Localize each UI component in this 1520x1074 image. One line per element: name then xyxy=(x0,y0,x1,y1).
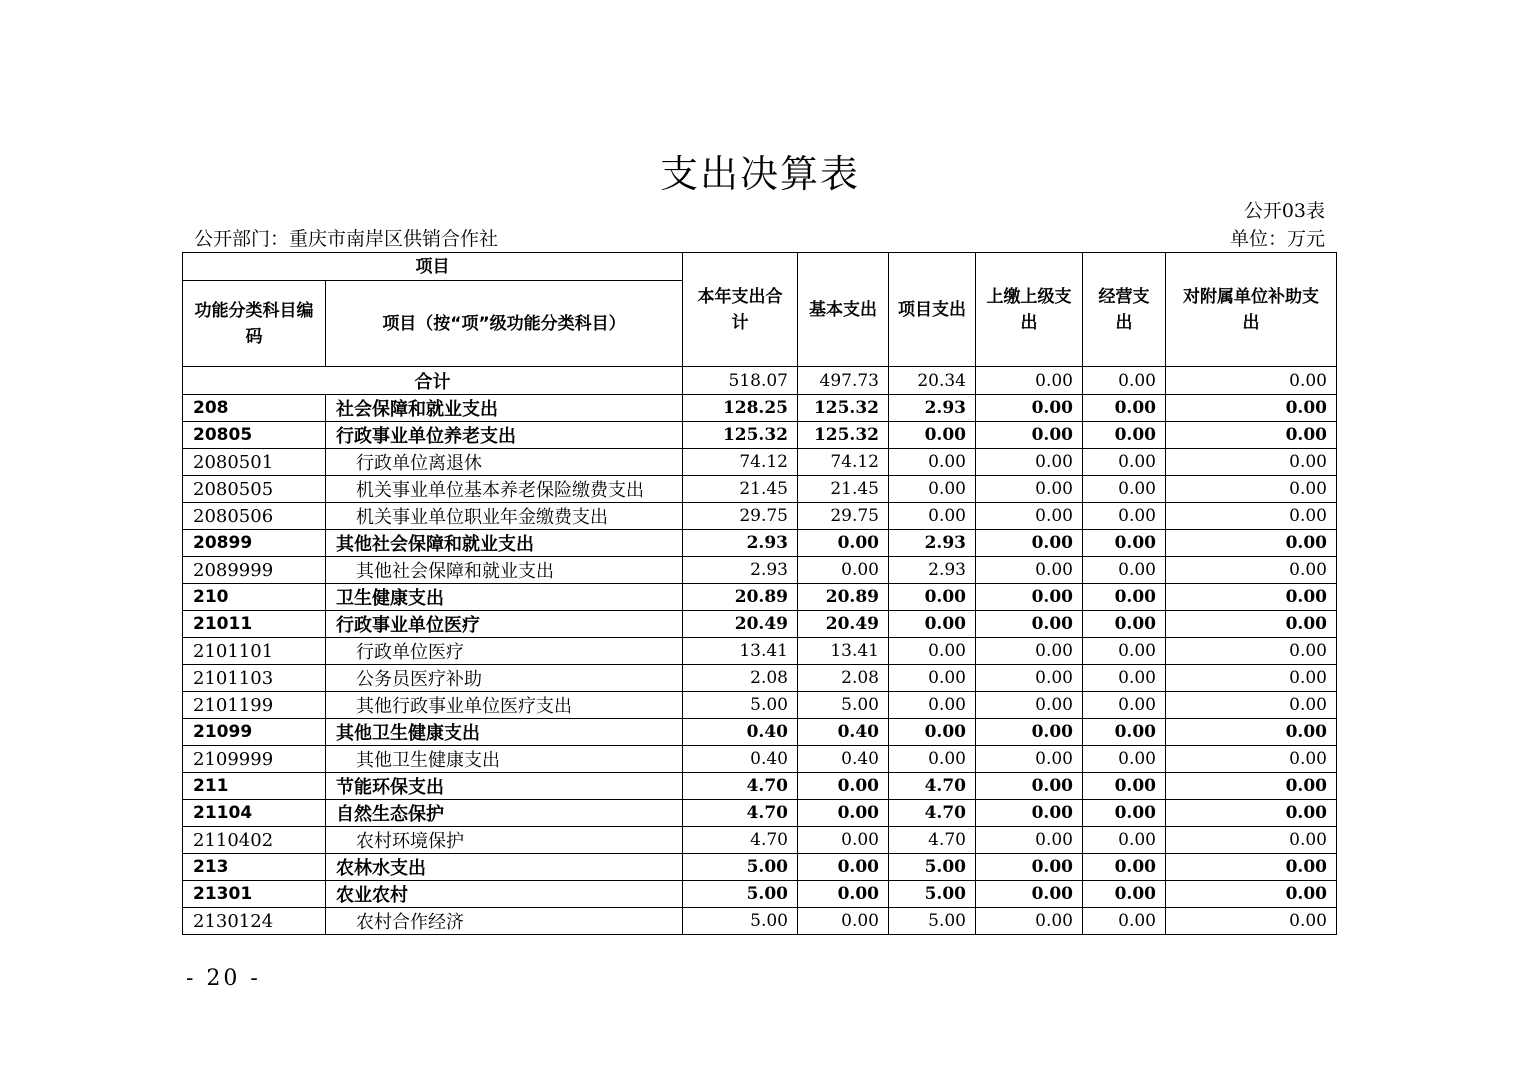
row-value: 0.00 xyxy=(1083,746,1166,773)
row-value: 13.41 xyxy=(798,638,889,665)
total-value: 518.07 xyxy=(683,367,798,395)
row-name: 卫生健康支出 xyxy=(326,584,683,611)
row-value: 0.00 xyxy=(1166,449,1337,476)
expenditure-table xyxy=(182,252,1337,935)
total-row xyxy=(183,367,1337,395)
row-value: 0.00 xyxy=(976,395,1083,422)
row-code: 208 xyxy=(183,395,326,422)
table-row xyxy=(183,611,1337,638)
row-value: 0.00 xyxy=(889,611,976,638)
row-value: 20.49 xyxy=(683,611,798,638)
row-name: 其他社会保障和就业支出 xyxy=(326,530,683,557)
unit-label: 单位：万元 xyxy=(1229,228,1325,250)
row-value: 2.08 xyxy=(683,665,798,692)
table-row xyxy=(183,449,1337,476)
row-code: 2101199 xyxy=(183,692,326,719)
row-value: 0.00 xyxy=(1083,854,1166,881)
row-value: 5.00 xyxy=(889,881,976,908)
row-value: 0.00 xyxy=(798,800,889,827)
row-value: 0.00 xyxy=(798,773,889,800)
row-value: 4.70 xyxy=(889,773,976,800)
total-value: 0.00 xyxy=(976,367,1083,395)
row-name: 行政单位医疗 xyxy=(326,638,683,665)
row-value: 0.00 xyxy=(1166,557,1337,584)
header-total: 本年支出合计 xyxy=(683,253,798,367)
header-project: 项目支出 xyxy=(889,253,976,367)
row-value: 4.70 xyxy=(683,773,798,800)
row-value: 0.00 xyxy=(889,692,976,719)
header-basic: 基本支出 xyxy=(798,253,889,367)
row-value: 2.93 xyxy=(889,530,976,557)
row-value: 0.40 xyxy=(798,746,889,773)
row-value: 0.40 xyxy=(683,746,798,773)
total-value: 497.73 xyxy=(798,367,889,395)
table-row xyxy=(183,503,1337,530)
row-value: 0.00 xyxy=(889,638,976,665)
row-value: 0.00 xyxy=(1083,584,1166,611)
row-name: 行政单位离退休 xyxy=(326,449,683,476)
row-code: 21301 xyxy=(183,881,326,908)
row-code: 2080506 xyxy=(183,503,326,530)
row-name: 其他卫生健康支出 xyxy=(326,746,683,773)
row-name: 农业农村 xyxy=(326,881,683,908)
row-code: 2101103 xyxy=(183,665,326,692)
row-value: 0.00 xyxy=(1083,530,1166,557)
row-value: 0.00 xyxy=(1083,719,1166,746)
row-value: 0.00 xyxy=(976,503,1083,530)
table-row xyxy=(183,746,1337,773)
total-value: 0.00 xyxy=(1083,367,1166,395)
row-value: 0.00 xyxy=(976,908,1083,935)
table-row xyxy=(183,665,1337,692)
table-row xyxy=(183,800,1337,827)
row-value: 0.00 xyxy=(1083,773,1166,800)
header-upper: 上缴上级支出 xyxy=(976,253,1083,367)
row-value: 0.00 xyxy=(889,719,976,746)
total-value: 20.34 xyxy=(889,367,976,395)
row-value: 20.89 xyxy=(798,584,889,611)
row-value: 74.12 xyxy=(798,449,889,476)
row-name: 农村环境保护 xyxy=(326,827,683,854)
row-name: 公务员医疗补助 xyxy=(326,665,683,692)
row-value: 0.00 xyxy=(1083,395,1166,422)
table-row xyxy=(183,827,1337,854)
row-value: 0.00 xyxy=(889,665,976,692)
row-value: 0.00 xyxy=(1083,611,1166,638)
header-code: 功能分类科目编码 xyxy=(183,281,326,367)
row-value: 0.40 xyxy=(798,719,889,746)
header-name: 项目（按“项”级功能分类科目） xyxy=(326,281,683,367)
row-value: 0.00 xyxy=(976,449,1083,476)
row-value: 0.00 xyxy=(1166,746,1337,773)
row-value: 0.00 xyxy=(889,503,976,530)
row-value: 0.00 xyxy=(889,449,976,476)
row-value: 4.70 xyxy=(889,827,976,854)
row-value: 0.00 xyxy=(976,557,1083,584)
row-value: 125.32 xyxy=(798,395,889,422)
row-code: 20805 xyxy=(183,422,326,449)
row-value: 0.00 xyxy=(889,584,976,611)
row-value: 0.00 xyxy=(976,422,1083,449)
row-code: 2110402 xyxy=(183,827,326,854)
row-value: 5.00 xyxy=(683,692,798,719)
row-value: 0.00 xyxy=(976,800,1083,827)
row-value: 0.00 xyxy=(798,827,889,854)
row-value: 125.32 xyxy=(798,422,889,449)
row-value: 0.00 xyxy=(976,773,1083,800)
row-value: 128.25 xyxy=(683,395,798,422)
row-value: 0.00 xyxy=(1166,476,1337,503)
table-row xyxy=(183,395,1337,422)
row-value: 0.00 xyxy=(976,881,1083,908)
row-value: 0.00 xyxy=(976,638,1083,665)
header-subsidiary: 对附属单位补助支出 xyxy=(1166,253,1337,367)
row-value: 2.08 xyxy=(798,665,889,692)
row-code: 21104 xyxy=(183,800,326,827)
row-value: 2.93 xyxy=(683,557,798,584)
row-value: 0.00 xyxy=(976,746,1083,773)
table-row xyxy=(183,476,1337,503)
row-value: 0.00 xyxy=(1083,692,1166,719)
row-code: 21099 xyxy=(183,719,326,746)
row-value: 0.00 xyxy=(976,530,1083,557)
row-value: 0.40 xyxy=(683,719,798,746)
row-value: 74.12 xyxy=(683,449,798,476)
row-code: 2101101 xyxy=(183,638,326,665)
row-value: 0.00 xyxy=(976,719,1083,746)
row-value: 5.00 xyxy=(683,881,798,908)
row-name: 节能环保支出 xyxy=(326,773,683,800)
row-value: 0.00 xyxy=(798,530,889,557)
row-value: 5.00 xyxy=(683,908,798,935)
row-code: 2080505 xyxy=(183,476,326,503)
row-value: 5.00 xyxy=(889,854,976,881)
row-value: 0.00 xyxy=(1166,719,1337,746)
row-value: 0.00 xyxy=(1166,503,1337,530)
row-value: 125.32 xyxy=(683,422,798,449)
row-value: 0.00 xyxy=(976,854,1083,881)
row-value: 4.70 xyxy=(683,800,798,827)
row-value: 0.00 xyxy=(1166,665,1337,692)
row-value: 0.00 xyxy=(1083,908,1166,935)
row-value: 20.49 xyxy=(798,611,889,638)
row-value: 0.00 xyxy=(1166,611,1337,638)
row-value: 29.75 xyxy=(683,503,798,530)
table-row xyxy=(183,881,1337,908)
row-value: 0.00 xyxy=(1083,800,1166,827)
row-value: 0.00 xyxy=(1166,584,1337,611)
table-row xyxy=(183,692,1337,719)
row-value: 0.00 xyxy=(1083,449,1166,476)
row-value: 5.00 xyxy=(798,692,889,719)
row-value: 0.00 xyxy=(1166,692,1337,719)
row-value: 0.00 xyxy=(976,692,1083,719)
row-name: 行政事业单位养老支出 xyxy=(326,422,683,449)
row-value: 0.00 xyxy=(1166,881,1337,908)
row-value: 0.00 xyxy=(976,665,1083,692)
row-name: 机关事业单位职业年金缴费支出 xyxy=(326,503,683,530)
table-row xyxy=(183,773,1337,800)
row-value: 0.00 xyxy=(1166,908,1337,935)
department-label: 公开部门：重庆市南岸区供销合作社 xyxy=(194,228,499,250)
row-value: 0.00 xyxy=(1083,503,1166,530)
row-value: 5.00 xyxy=(683,854,798,881)
row-value: 0.00 xyxy=(976,611,1083,638)
table-row xyxy=(183,719,1337,746)
row-value: 0.00 xyxy=(889,746,976,773)
row-value: 0.00 xyxy=(976,584,1083,611)
row-code: 21011 xyxy=(183,611,326,638)
row-name: 自然生态保护 xyxy=(326,800,683,827)
row-value: 0.00 xyxy=(1166,773,1337,800)
row-name: 机关事业单位基本养老保险缴费支出 xyxy=(326,476,683,503)
row-code: 210 xyxy=(183,584,326,611)
row-value: 13.41 xyxy=(683,638,798,665)
row-value: 0.00 xyxy=(976,476,1083,503)
row-value: 0.00 xyxy=(1083,422,1166,449)
row-value: 0.00 xyxy=(798,557,889,584)
row-value: 0.00 xyxy=(798,908,889,935)
row-name: 其他行政事业单位医疗支出 xyxy=(326,692,683,719)
row-value: 2.93 xyxy=(683,530,798,557)
table-row xyxy=(183,422,1337,449)
total-value: 0.00 xyxy=(1166,367,1337,395)
row-code: 2080501 xyxy=(183,449,326,476)
row-value: 0.00 xyxy=(798,854,889,881)
row-value: 0.00 xyxy=(798,881,889,908)
header-item-group: 项目 xyxy=(183,253,683,281)
row-value: 29.75 xyxy=(798,503,889,530)
row-value: 0.00 xyxy=(1083,476,1166,503)
row-name: 农村合作经济 xyxy=(326,908,683,935)
table-row xyxy=(183,854,1337,881)
row-name: 社会保障和就业支出 xyxy=(326,395,683,422)
row-value: 0.00 xyxy=(1083,827,1166,854)
table-row xyxy=(183,557,1337,584)
row-value: 0.00 xyxy=(1166,854,1337,881)
row-value: 0.00 xyxy=(1166,422,1337,449)
row-name: 其他社会保障和就业支出 xyxy=(326,557,683,584)
row-value: 21.45 xyxy=(683,476,798,503)
row-value: 5.00 xyxy=(889,908,976,935)
row-value: 0.00 xyxy=(976,827,1083,854)
row-code: 213 xyxy=(183,854,326,881)
row-value: 0.00 xyxy=(1166,800,1337,827)
row-value: 4.70 xyxy=(683,827,798,854)
row-value: 0.00 xyxy=(889,476,976,503)
page-title: 支出决算表 xyxy=(659,152,860,196)
header-business: 经营支出 xyxy=(1083,253,1166,367)
row-value: 4.70 xyxy=(889,800,976,827)
row-name: 农林水支出 xyxy=(326,854,683,881)
total-label: 合计 xyxy=(183,367,683,395)
row-value: 0.00 xyxy=(889,422,976,449)
row-value: 0.00 xyxy=(1083,665,1166,692)
table-row xyxy=(183,530,1337,557)
row-value: 0.00 xyxy=(1083,881,1166,908)
table-row xyxy=(183,638,1337,665)
row-code: 20899 xyxy=(183,530,326,557)
row-value: 0.00 xyxy=(1083,638,1166,665)
row-code: 2130124 xyxy=(183,908,326,935)
table-row xyxy=(183,584,1337,611)
row-name: 其他卫生健康支出 xyxy=(326,719,683,746)
table-row xyxy=(183,908,1337,935)
row-value: 2.93 xyxy=(889,557,976,584)
row-value: 20.89 xyxy=(683,584,798,611)
row-value: 0.00 xyxy=(1166,395,1337,422)
row-value: 0.00 xyxy=(1083,557,1166,584)
row-code: 2109999 xyxy=(183,746,326,773)
row-value: 0.00 xyxy=(1166,827,1337,854)
row-value: 2.93 xyxy=(889,395,976,422)
row-code: 2089999 xyxy=(183,557,326,584)
table-number: 公开03表 xyxy=(1243,200,1325,222)
row-code: 211 xyxy=(183,773,326,800)
row-name: 行政事业单位医疗 xyxy=(326,611,683,638)
row-value: 21.45 xyxy=(798,476,889,503)
page-number: - 20 - xyxy=(186,966,261,991)
row-value: 0.00 xyxy=(1166,530,1337,557)
row-value: 0.00 xyxy=(1166,638,1337,665)
